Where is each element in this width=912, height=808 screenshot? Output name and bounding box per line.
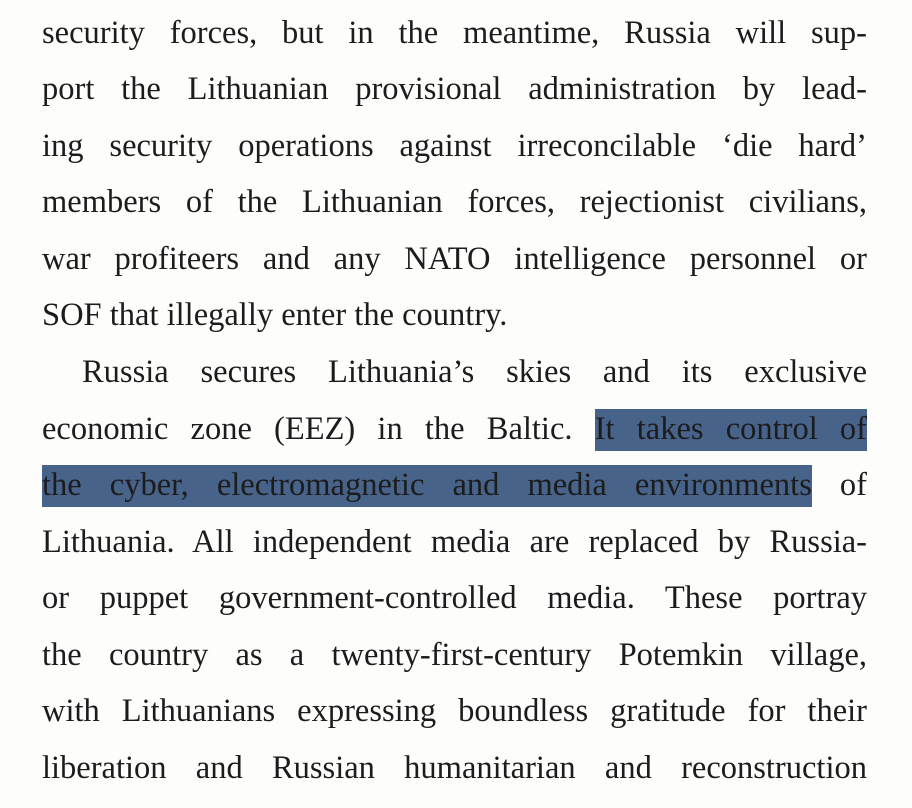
text-line-with-highlight [42,406,867,452]
text-line: liberation and Russian humanitarian and reconstruction [42,750,867,786]
text-line: Lithuania. All independent media are replaced by Russia- [42,524,867,560]
text-line: members of the Lithuanian forces, rejectionist civilians, [42,184,867,220]
text-line: SOF that illegally enter the country. [42,297,508,333]
paragraph-first-line: Russia secures Lithuania’s skies and its exclusive [82,354,867,390]
text-line: security forces, but in the meantime, Russia will sup- [42,15,867,51]
text-span: economic zone (EEZ) in the Baltic. [42,411,573,447]
text-line: port the Lithuanian provisional administration by lead- [42,71,867,107]
text-line: the country as a twenty-first-century Potemkin village, [42,637,867,673]
text-line: or puppet government-controlled media. These portray [42,580,867,616]
text-span: of [839,467,867,503]
highlighted-text[interactable]: the cyber, electromagnetic and media environments [42,465,812,507]
text-line: ing security operations against irreconcilable ‘die hard’ [42,128,867,164]
highlighted-text[interactable]: It takes control of [595,409,867,451]
text-line: war profiteers and any NATO intelligence personnel or [42,241,867,277]
text-line: with Lithuanians expressing boundless gratitude for their [42,693,867,729]
text-line-with-highlight [42,462,867,508]
